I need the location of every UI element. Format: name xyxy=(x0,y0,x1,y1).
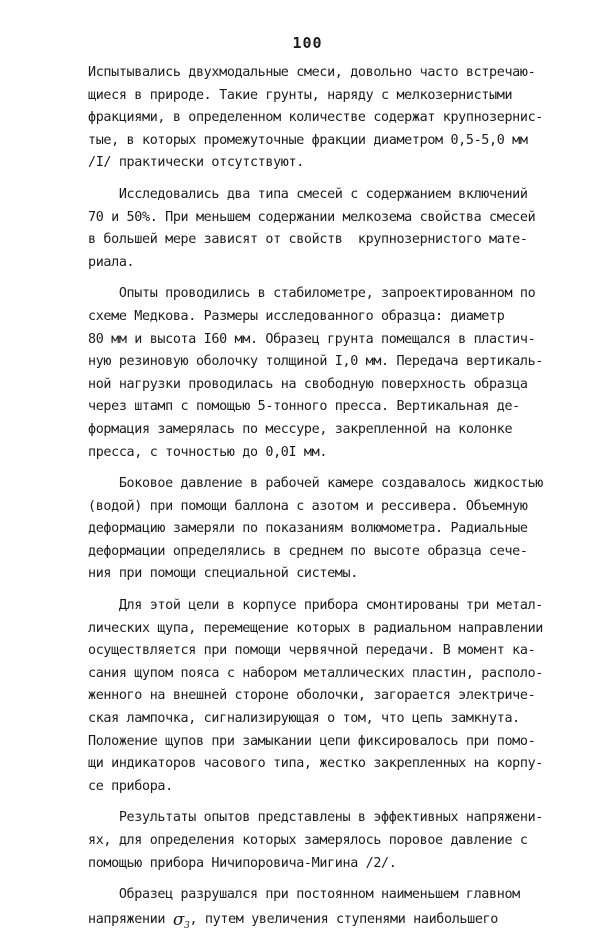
text-line: ская лампочка, сигнализирующая о том, что цепь замкнута. xyxy=(88,711,520,727)
text-line: щи индикаторов часового типа, жестко закрепленных на корпу- xyxy=(88,756,543,772)
text-line: Для этой цели в корпусе прибора смонтированы три метал- xyxy=(88,598,543,614)
text-line: ную резиновую оболочку толщиной I,0 мм. Передача вертикаль- xyxy=(88,354,543,370)
paragraph-4 xyxy=(88,473,588,586)
paragraph-5 xyxy=(88,595,588,798)
sigma-letter: σ xyxy=(172,909,185,930)
text-line: Исследовались два типа смесей с содержанием включений xyxy=(88,186,528,202)
text-line: женного на внешней стороне оболочки, загорается электриче- xyxy=(88,688,536,704)
text-line: риала. xyxy=(88,254,135,270)
sigma-subscript: 3 xyxy=(184,920,190,931)
text-line: Образец разрушался при постоянном наименьшем главном xyxy=(88,887,520,903)
paragraph-2 xyxy=(88,184,588,274)
text-line: Опыты проводились в стабилометре, запроектированном по xyxy=(88,286,536,302)
text-line: щиеся в природе. Такие грунты, наряду с мелкозернистыми xyxy=(88,87,513,103)
text-line: деформацию замеряли по показаниям волюмометра. Радиальные xyxy=(88,521,528,537)
text-line: лических щупа, перемещение которых в радиальном направлении xyxy=(88,620,543,636)
text-line: в большей мере зависят от свойств крупнозернистого мате- xyxy=(88,232,528,248)
text-line: схеме Медкова. Размеры исследованного образца: диаметр xyxy=(88,308,505,324)
text-line: ях, для определения которых замерялось поровое давление с xyxy=(88,833,528,848)
text-line: Боковое давление в рабочей камере создавалось жидкостью xyxy=(88,476,543,492)
paragraph-3 xyxy=(88,283,588,464)
text-line: Результаты опытов представлены в эффективных напряжени- xyxy=(88,810,543,826)
text-line: осуществляется при помощи червячной передачи. В момент ка- xyxy=(88,643,536,659)
text-line: ной нагрузки проводилась на свободную поверхность образца xyxy=(88,376,528,392)
paragraph-1 xyxy=(88,62,588,175)
paragraph-6 xyxy=(88,807,588,875)
text-line: пресса, с точностью до 0,0I мм. xyxy=(88,444,328,460)
text-line: помощью прибора Ничипоровича-Мигина /2/. xyxy=(88,855,397,871)
page-number: 100 xyxy=(292,34,323,52)
text-line: деформации определялись в среднем по высоте образца сече- xyxy=(88,543,528,559)
text-line: 70 и 50%. При меньшем содержании мелкозема свойства смесей xyxy=(88,209,536,225)
text-line: тые, в которых промежуточные фракции диаметром 0,5-5,0 мм xyxy=(88,132,528,148)
text-line xyxy=(88,907,588,936)
text-line: сания щупом пояса с набором металлических пластин, располо- xyxy=(88,665,543,681)
text-line: через штамп с помощью 5-тонного пресса. Вертикальная де- xyxy=(88,399,520,415)
text-line: фракциями, в определенном количестве содержат крупнозернис- xyxy=(88,110,543,126)
text-line: /I/ практически отсутствуют. xyxy=(88,155,304,171)
sigma-3-symbol xyxy=(173,909,190,938)
text-fragment: , путем увеличения ступенями наибольшего xyxy=(189,911,498,927)
paragraph-7 xyxy=(88,884,588,935)
text-line: (водой) при помощи баллона с азотом и рессивера. Объемную xyxy=(88,498,528,514)
text-line: ния при помощи специальной системы. xyxy=(88,566,358,582)
text-line: формация замерялась по мессуре, закрепленной на колонке xyxy=(88,421,513,437)
text-line: 80 мм и высота I60 мм. Образец грунта помещался в пластич- xyxy=(88,331,536,347)
body-text xyxy=(88,62,588,944)
text-fragment: напряжении xyxy=(88,911,173,927)
text-line: се прибора. xyxy=(88,778,173,794)
text-line: Положение щупов при замыкании цепи фиксировалось при помо- xyxy=(88,733,536,749)
text-line: Испытывались двухмодальные смеси, довольно часто встречаю- xyxy=(88,65,536,80)
